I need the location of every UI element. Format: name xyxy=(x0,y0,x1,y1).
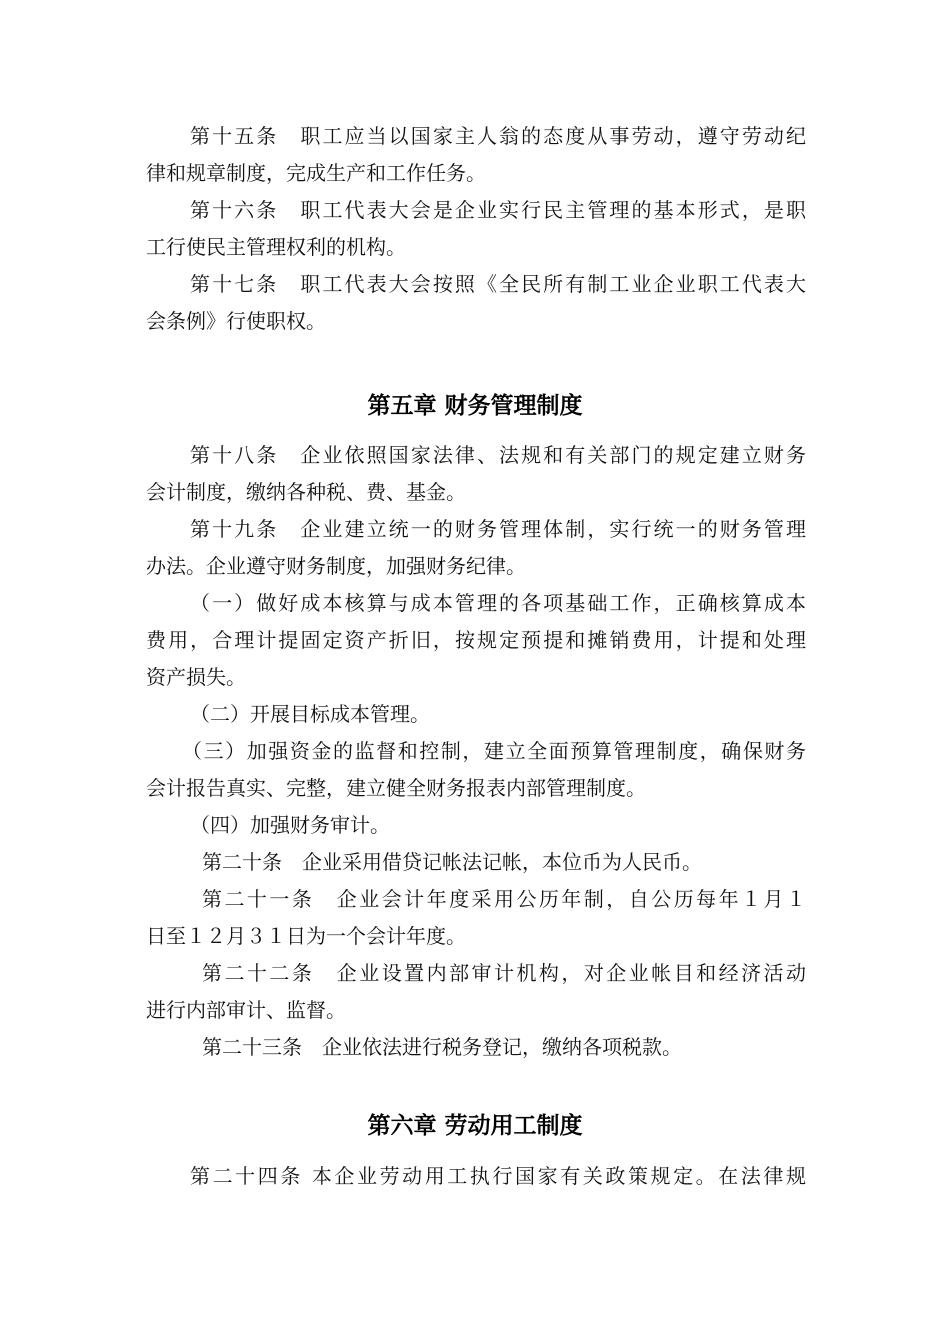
article-22-line2: 进行内部审计、监督。 xyxy=(146,998,346,1022)
article-16-line1: 第十六条 职工代表大会是企业实行民主管理的基本形式，是职 xyxy=(190,198,806,222)
article-22-line1: 第二十二条 企业设置内部审计机构，对企业帐目和经济活动 xyxy=(202,961,806,985)
article-19-line2: 办法。企业遵守财务制度，加强财务纪律。 xyxy=(146,554,526,578)
item-3-line1: （三）加强资金的监督和控制，建立全面预算管理制度，确保财务 xyxy=(182,739,806,763)
article-21-line2: 日至１２月３１日为一个会计年度。 xyxy=(146,924,466,948)
article-24-line1: 第二十四条 本企业劳动用工执行国家有关政策规定。在法律规 xyxy=(190,1164,806,1188)
item-2-line: （二）开展目标成本管理。 xyxy=(190,702,430,726)
article-17-line1: 第十七条 职工代表大会按照《全民所有制工业企业职工代表大 xyxy=(190,272,806,296)
item-4-line: （四）加强财务审计。 xyxy=(190,813,390,837)
article-19-line1: 第十九条 企业建立统一的财务管理体制，实行统一的财务管理 xyxy=(190,517,806,541)
article-15-line1: 第十五条 职工应当以国家主人翁的态度从事劳动，遵守劳动纪 xyxy=(190,124,806,148)
article-16-line2: 工行使民主管理权利的机构。 xyxy=(146,235,406,259)
chapter5-title: 第五章 财务管理制度 xyxy=(367,393,583,419)
chapter4-articles xyxy=(146,118,806,340)
article-15-line2: 律和规章制度，完成生产和工作任务。 xyxy=(146,161,486,185)
article-21-line1: 第二十一条 企业会计年度采用公历年制，自公历每年１月１ xyxy=(202,887,806,911)
article-23-line: 第二十三条 企业依法进行税务登记，缴纳各项税款。 xyxy=(202,1035,682,1059)
chapter5-articles xyxy=(146,437,806,1066)
item-1-line3: 资产损失。 xyxy=(146,665,246,689)
chapter6-articles xyxy=(146,1158,806,1195)
item-1-line2: 费用，合理计提固定资产折旧，按规定预提和摊销费用，计提和处理 xyxy=(146,628,806,652)
item-3-line2: 会计报告真实、完整，建立健全财务报表内部管理制度。 xyxy=(146,776,646,800)
article-18-line1: 第十八条 企业依照国家法律、法规和有关部门的规定建立财务 xyxy=(190,443,806,467)
article-18-line2: 会计制度，缴纳各种税、费、基金。 xyxy=(146,480,466,504)
chapter6-title: 第六章 劳动用工制度 xyxy=(367,1113,583,1139)
item-1-line1: （一）做好成本核算与成本管理的各项基础工作，正确核算成本 xyxy=(190,591,806,615)
article-17-line2: 会条例》行使职权。 xyxy=(146,309,326,333)
article-20-line: 第二十条 企业采用借贷记帐法记帐，本位币为人民币。 xyxy=(202,850,702,874)
